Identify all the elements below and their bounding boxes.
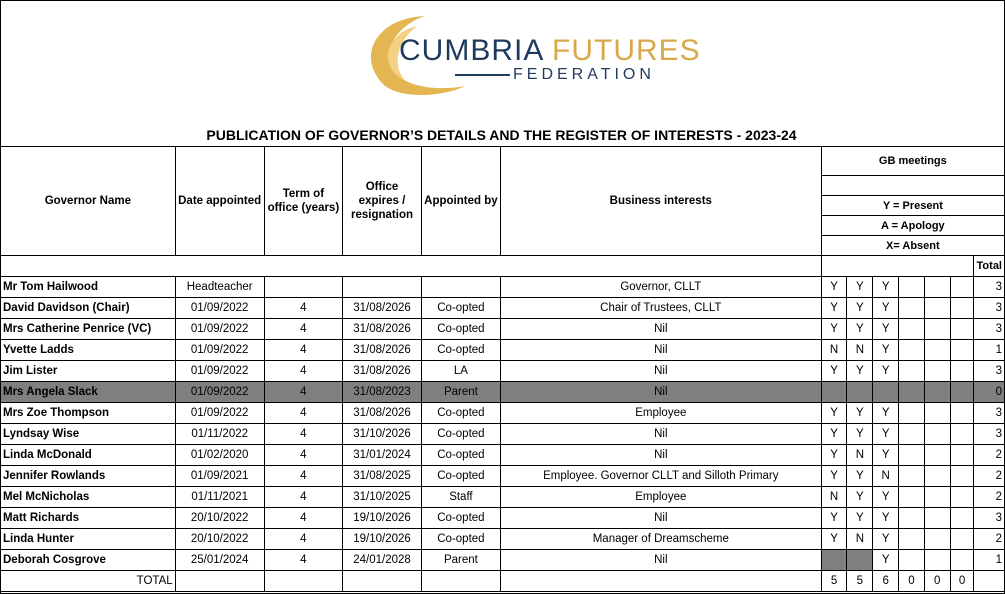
total-grand-cell (974, 571, 1005, 592)
logo-rule (455, 74, 510, 76)
cell-meeting-3: Y (873, 361, 899, 382)
cell-meeting-1: Y (821, 424, 847, 445)
cell-meeting-2: Y (847, 319, 873, 340)
cell-business-interests: Nil (500, 382, 821, 403)
cell-term: 4 (264, 382, 342, 403)
cell-meeting-2: Y (847, 403, 873, 424)
cell-governor-name: Matt Richards (1, 508, 176, 529)
cell-meeting-1: N (821, 487, 847, 508)
cell-expires: 31/01/2024 (343, 445, 422, 466)
logo-text-sub: FEDERATION (513, 66, 655, 83)
legend-apology: A = Apology (821, 216, 1004, 236)
cell-business-interests: Employee (500, 487, 821, 508)
federation-logo (355, 8, 701, 98)
cell-appointed-by: Parent (421, 382, 500, 403)
cell-meeting-3: Y (873, 508, 899, 529)
cell-meeting-1: Y (821, 277, 847, 298)
cell-expires: 19/10/2026 (343, 529, 422, 550)
header-total: Total (974, 256, 1005, 277)
cell-meeting-5 (924, 298, 950, 319)
table-row (1, 340, 1005, 361)
cell-meeting-6 (950, 445, 974, 466)
cell-meeting-3: Y (873, 319, 899, 340)
header-business-interests: Business interests (500, 147, 821, 256)
cell-total: 3 (974, 424, 1005, 445)
cell-expires: 31/08/2025 (343, 466, 422, 487)
cell-date-appointed: 01/02/2020 (175, 445, 264, 466)
cell-meeting-5 (924, 361, 950, 382)
cell-meeting-6 (950, 298, 974, 319)
cell-date-appointed: 01/09/2022 (175, 382, 264, 403)
cell-meeting-1: Y (821, 466, 847, 487)
cell-meeting-6 (950, 382, 974, 403)
cell-term: 4 (264, 550, 342, 571)
total-meeting-3: 6 (873, 571, 899, 592)
total-empty-cell (343, 571, 422, 592)
cell-date-appointed: 01/09/2022 (175, 298, 264, 319)
cell-meeting-3: Y (873, 298, 899, 319)
cell-meeting-5 (924, 277, 950, 298)
cell-governor-name: Mr Tom Hailwood (1, 277, 176, 298)
cell-meeting-6 (950, 403, 974, 424)
cell-total: 3 (974, 361, 1005, 382)
cell-date-appointed: 01/09/2022 (175, 319, 264, 340)
cell-total: 3 (974, 277, 1005, 298)
table-row (1, 550, 1005, 571)
cell-meeting-6 (950, 277, 974, 298)
cell-meeting-6 (950, 550, 974, 571)
cell-meeting-4 (899, 403, 925, 424)
table-row (1, 277, 1005, 298)
cell-total: 0 (974, 382, 1005, 403)
cell-meeting-1: Y (821, 403, 847, 424)
legend-present: Y = Present (821, 196, 1004, 216)
cell-date-appointed: 01/09/2022 (175, 340, 264, 361)
cell-business-interests: Chair of Trustees, CLLT (500, 298, 821, 319)
cell-meeting-3: Y (873, 445, 899, 466)
cell-total: 3 (974, 403, 1005, 424)
cell-business-interests: Nil (500, 508, 821, 529)
cell-meeting-2: Y (847, 466, 873, 487)
cell-meeting-1 (821, 382, 847, 403)
table-row (1, 508, 1005, 529)
cell-meeting-6 (950, 508, 974, 529)
header-gb-blank (821, 176, 1004, 196)
cell-expires: 19/10/2026 (343, 508, 422, 529)
cell-meeting-4 (899, 466, 925, 487)
table-row (1, 445, 1005, 466)
cell-meeting-2: N (847, 529, 873, 550)
cell-term: 4 (264, 487, 342, 508)
cell-date-appointed: 20/10/2022 (175, 508, 264, 529)
cell-governor-name: Linda Hunter (1, 529, 176, 550)
cell-expires: 31/08/2026 (343, 319, 422, 340)
table-row (1, 382, 1005, 403)
cell-expires: 24/01/2028 (343, 550, 422, 571)
cell-term: 4 (264, 361, 342, 382)
header-governor-name: Governor Name (1, 147, 176, 256)
table-row (1, 487, 1005, 508)
cell-governor-name: Mrs Angela Slack (1, 382, 176, 403)
cell-appointed-by: Co-opted (421, 340, 500, 361)
cell-governor-name: Linda McDonald (1, 445, 176, 466)
cell-business-interests: Nil (500, 424, 821, 445)
cell-business-interests: Nil (500, 319, 821, 340)
cell-appointed-by: Co-opted (421, 508, 500, 529)
cell-meeting-1: N (821, 340, 847, 361)
cell-meeting-2: Y (847, 424, 873, 445)
page-title: PUBLICATION OF GOVERNOR’S DETAILS AND THE REGISTER OF INTERESTS - 2023-24 (206, 127, 797, 143)
cell-appointed-by: LA (421, 361, 500, 382)
cell-total: 1 (974, 550, 1005, 571)
cell-meeting-5 (924, 403, 950, 424)
cell-total: 3 (974, 508, 1005, 529)
cell-meeting-4 (899, 445, 925, 466)
logo-text-main: CUMBRIA FUTURES (399, 34, 701, 67)
total-empty-cell (500, 571, 821, 592)
cell-expires: 31/08/2023 (343, 382, 422, 403)
header-term: Term of office (years) (264, 147, 342, 256)
cell-meeting-2 (847, 382, 873, 403)
cell-governor-name: Lyndsay Wise (1, 424, 176, 445)
table-row (1, 529, 1005, 550)
cell-meeting-1: Y (821, 298, 847, 319)
cell-expires: 31/08/2026 (343, 340, 422, 361)
table-row (1, 319, 1005, 340)
cell-meeting-3: Y (873, 340, 899, 361)
header-date-appointed: Date appointed (175, 147, 264, 256)
cell-meeting-6 (950, 361, 974, 382)
total-empty-cell (421, 571, 500, 592)
cell-date-appointed: 01/09/2022 (175, 403, 264, 424)
cell-meeting-2: Y (847, 361, 873, 382)
cell-meeting-4 (899, 529, 925, 550)
cell-term: 4 (264, 529, 342, 550)
cell-meeting-4 (899, 487, 925, 508)
cell-expires (343, 277, 422, 298)
cell-meeting-2: Y (847, 487, 873, 508)
cell-term (264, 277, 342, 298)
cell-term: 4 (264, 466, 342, 487)
cell-business-interests: Governor, CLLT (500, 277, 821, 298)
cell-appointed-by: Co-opted (421, 466, 500, 487)
cell-date-appointed: 01/11/2021 (175, 487, 264, 508)
cell-meeting-3: Y (873, 487, 899, 508)
cell-governor-name: Jennifer Rowlands (1, 466, 176, 487)
cell-expires: 31/08/2026 (343, 403, 422, 424)
cell-governor-name: Deborah Cosgrove (1, 550, 176, 571)
cell-governor-name: Mrs Zoe Thompson (1, 403, 176, 424)
cell-meeting-5 (924, 445, 950, 466)
cell-meeting-5 (924, 424, 950, 445)
cell-appointed-by: Co-opted (421, 319, 500, 340)
cell-meeting-4 (899, 550, 925, 571)
cell-term: 4 (264, 424, 342, 445)
total-meeting-4: 0 (899, 571, 925, 592)
cell-appointed-by: Staff (421, 487, 500, 508)
cell-business-interests: Employee. Governor CLLT and Silloth Primary (500, 466, 821, 487)
cell-meeting-3 (873, 382, 899, 403)
total-meeting-2: 5 (847, 571, 873, 592)
cell-meeting-4 (899, 298, 925, 319)
spacer-cell (1, 256, 822, 277)
cell-appointed-by: Co-opted (421, 403, 500, 424)
table-row (1, 424, 1005, 445)
cell-meeting-5 (924, 508, 950, 529)
cell-governor-name: David Davidson (Chair) (1, 298, 176, 319)
cell-governor-name: Yvette Ladds (1, 340, 176, 361)
cell-meeting-2 (847, 550, 873, 571)
legend-absent: X= Absent (821, 236, 1004, 256)
cell-expires: 31/08/2026 (343, 298, 422, 319)
total-label: TOTAL (1, 571, 176, 592)
cell-total: 2 (974, 445, 1005, 466)
cell-meeting-6 (950, 424, 974, 445)
table-row (1, 466, 1005, 487)
cell-total: 3 (974, 319, 1005, 340)
cell-date-appointed: 01/11/2022 (175, 424, 264, 445)
cell-meeting-5 (924, 319, 950, 340)
cell-date-appointed: 01/09/2022 (175, 361, 264, 382)
cell-business-interests: Manager of Dreamscheme (500, 529, 821, 550)
cell-term: 4 (264, 298, 342, 319)
cell-meeting-5 (924, 487, 950, 508)
cell-meeting-1 (821, 550, 847, 571)
cell-meeting-2: Y (847, 298, 873, 319)
total-meeting-6: 0 (950, 571, 974, 592)
cell-meeting-5 (924, 529, 950, 550)
cell-meeting-2: Y (847, 277, 873, 298)
cell-expires: 31/08/2026 (343, 361, 422, 382)
cell-meeting-6 (950, 487, 974, 508)
governor-register-table (0, 146, 1005, 592)
table-row (1, 403, 1005, 424)
cell-appointed-by: Co-opted (421, 445, 500, 466)
cell-total: 2 (974, 466, 1005, 487)
cell-meeting-6 (950, 529, 974, 550)
cell-expires: 31/10/2026 (343, 424, 422, 445)
cell-meeting-1: Y (821, 445, 847, 466)
cell-meeting-3: Y (873, 424, 899, 445)
cell-meeting-6 (950, 319, 974, 340)
cell-business-interests: Nil (500, 550, 821, 571)
cell-meeting-1: Y (821, 529, 847, 550)
cell-date-appointed: 25/01/2024 (175, 550, 264, 571)
cell-total: 1 (974, 340, 1005, 361)
cell-meeting-2: N (847, 445, 873, 466)
cell-meeting-3: N (873, 466, 899, 487)
cell-total: 2 (974, 487, 1005, 508)
cell-term: 4 (264, 508, 342, 529)
cell-meeting-5 (924, 382, 950, 403)
cell-governor-name: Mel McNicholas (1, 487, 176, 508)
table-row (1, 298, 1005, 319)
cell-meeting-3: Y (873, 529, 899, 550)
cell-meeting-1: Y (821, 319, 847, 340)
cell-business-interests: Employee (500, 403, 821, 424)
cell-meeting-2: Y (847, 508, 873, 529)
cell-meeting-4 (899, 361, 925, 382)
cell-meeting-1: Y (821, 361, 847, 382)
cell-appointed-by: Parent (421, 550, 500, 571)
cell-term: 4 (264, 340, 342, 361)
cell-meeting-3: Y (873, 403, 899, 424)
cell-business-interests: Nil (500, 340, 821, 361)
total-empty-cell (175, 571, 264, 592)
cell-total: 2 (974, 529, 1005, 550)
cell-meeting-6 (950, 466, 974, 487)
cell-appointed-by: Co-opted (421, 529, 500, 550)
cell-governor-name: Jim Lister (1, 361, 176, 382)
cell-date-appointed: 01/09/2021 (175, 466, 264, 487)
cell-appointed-by: Co-opted (421, 424, 500, 445)
cell-meeting-3: Y (873, 550, 899, 571)
cell-date-appointed: Headteacher (175, 277, 264, 298)
cell-date-appointed: 20/10/2022 (175, 529, 264, 550)
cell-term: 4 (264, 319, 342, 340)
cell-meeting-5 (924, 340, 950, 361)
cell-governor-name: Mrs Catherine Penrice (VC) (1, 319, 176, 340)
cell-meeting-4 (899, 382, 925, 403)
total-meeting-1: 5 (821, 571, 847, 592)
header-gb-meetings: GB meetings (821, 147, 1004, 176)
header-appointed-by: Appointed by (421, 147, 500, 256)
total-meeting-5: 0 (924, 571, 950, 592)
cell-meeting-4 (899, 319, 925, 340)
cell-meeting-4 (899, 277, 925, 298)
header-expires: Office expires / resignation (343, 147, 422, 256)
table-row (1, 361, 1005, 382)
cell-meeting-3: Y (873, 277, 899, 298)
cell-meeting-6 (950, 340, 974, 361)
cell-meeting-5 (924, 550, 950, 571)
cell-appointed-by: Co-opted (421, 298, 500, 319)
total-empty-cell (264, 571, 342, 592)
cell-term: 4 (264, 403, 342, 424)
cell-meeting-2: N (847, 340, 873, 361)
cell-meeting-5 (924, 466, 950, 487)
cell-meeting-4 (899, 340, 925, 361)
cell-appointed-by (421, 277, 500, 298)
cell-total: 3 (974, 298, 1005, 319)
cell-business-interests: Nil (500, 361, 821, 382)
cell-meeting-1: Y (821, 508, 847, 529)
total-row (1, 571, 1005, 592)
cell-meeting-4 (899, 508, 925, 529)
spacer-gb (821, 256, 974, 277)
cell-business-interests: Nil (500, 445, 821, 466)
cell-meeting-4 (899, 424, 925, 445)
cell-term: 4 (264, 445, 342, 466)
cell-expires: 31/10/2025 (343, 487, 422, 508)
